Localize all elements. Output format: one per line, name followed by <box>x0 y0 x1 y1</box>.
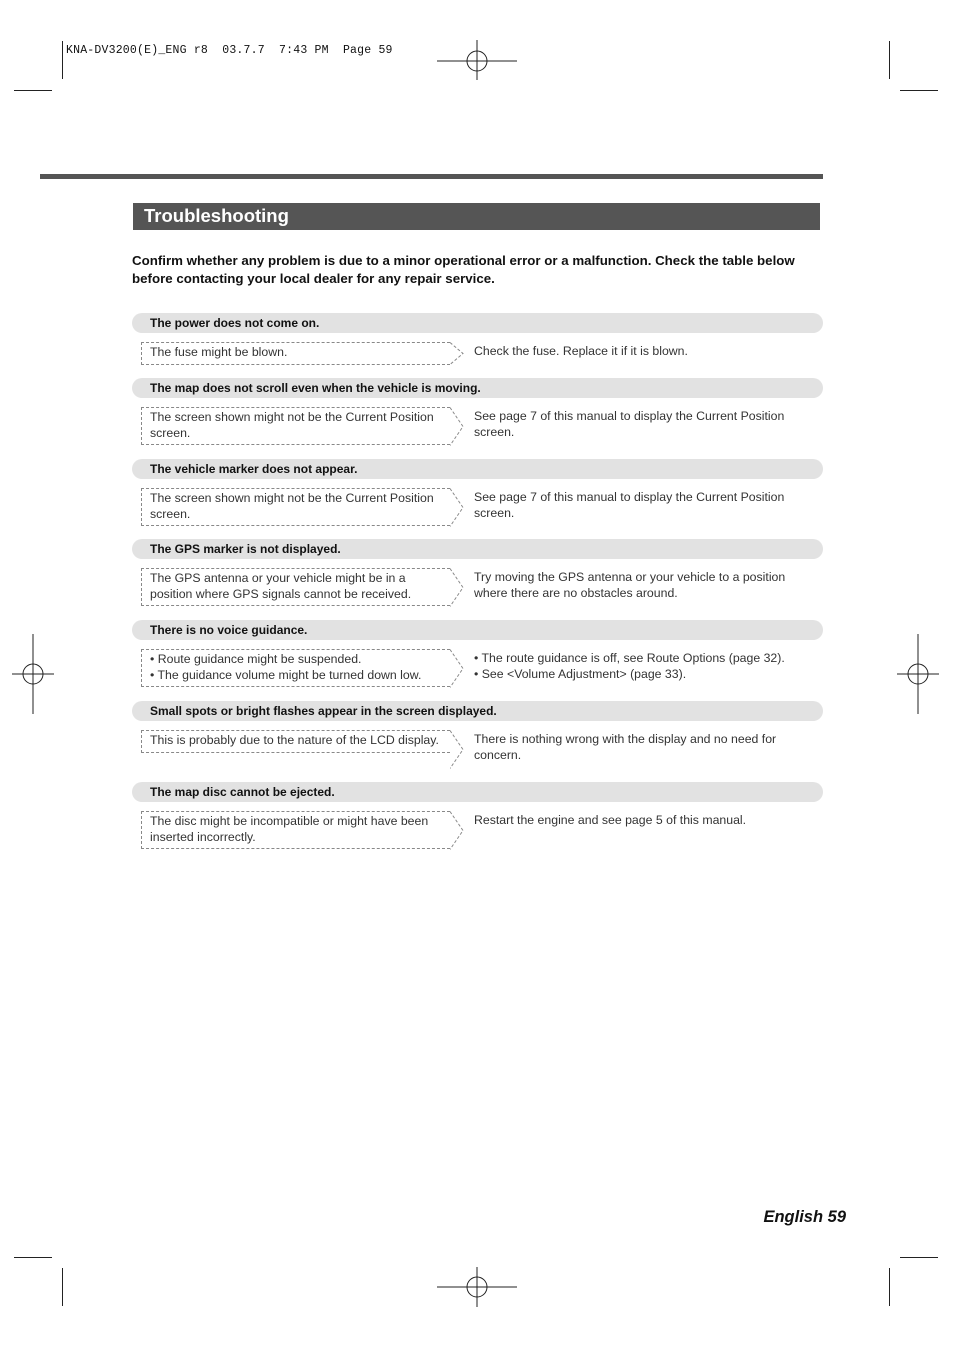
section-lcd-spots <box>132 701 823 762</box>
remedy-text <box>474 570 814 601</box>
arrow-icon <box>450 407 464 446</box>
section-heading: The map does not scroll even when the vehicle is moving. <box>132 378 823 398</box>
section-vehicle-marker <box>132 459 823 526</box>
section-heading: The power does not come on. <box>132 313 823 333</box>
title-bar <box>133 203 820 230</box>
cause-line: • The guidance volume might be turned down low. <box>150 667 422 682</box>
section-heading: The vehicle marker does not appear. <box>132 459 823 479</box>
cause-box <box>141 407 450 445</box>
cause-text: The fuse might be blown. <box>150 345 288 359</box>
cause-box <box>141 488 450 526</box>
cause-text: This is probably due to the nature of the LCD display. <box>150 733 439 747</box>
section-heading: The GPS marker is not displayed. <box>132 539 823 559</box>
remedy-text <box>474 344 814 360</box>
registration-mark-top-icon <box>437 40 517 80</box>
cause-text: The disc might be incompatible or might have been inserted incorrectly. <box>150 814 429 844</box>
arrow-icon <box>450 811 464 850</box>
registration-mark-right-icon <box>897 634 939 714</box>
page-title: Troubleshooting <box>144 205 289 226</box>
crop-mark-tr-h <box>900 90 938 91</box>
remedy-line: Try moving the GPS antenna or your vehicle to a position where there are no obstacles around. <box>474 570 786 600</box>
registration-mark-bottom-icon <box>437 1267 517 1307</box>
arrow-icon <box>450 488 464 527</box>
remedy-text <box>474 813 814 829</box>
remedy-text <box>474 490 814 521</box>
section-heading: There is no voice guidance. <box>132 620 823 640</box>
section-heading: The map disc cannot be ejected. <box>132 782 823 802</box>
crop-mark-bl-v <box>62 1268 63 1306</box>
remedy-text <box>474 409 814 440</box>
crop-mark-bl-h <box>14 1257 52 1258</box>
remedy-line: • The route guidance is off, see Route Options (page 32). <box>474 651 785 665</box>
remedy-line: Check the fuse. Replace it if it is blown. <box>474 344 688 358</box>
remedy-line: There is nothing wrong with the display and no need for concern. <box>474 732 777 762</box>
remedy-line: • See <Volume Adjustment> (page 33). <box>474 666 687 681</box>
section-disc-eject <box>132 782 823 849</box>
remedy-line: Restart the engine and see page 5 of this manual. <box>474 813 747 827</box>
section-map-scroll <box>132 378 823 445</box>
arrow-icon <box>450 568 464 607</box>
cause-box <box>141 730 450 753</box>
registration-mark-left-icon <box>12 634 54 714</box>
remedy-line: See page 7 of this manual to display the Current Position screen. <box>474 409 785 439</box>
cause-text: The screen shown might not be the Current Position screen. <box>150 491 434 521</box>
cause-box <box>141 568 450 606</box>
remedy-text <box>474 732 814 763</box>
crop-mark-br-v <box>889 1268 890 1306</box>
remedy-line: See page 7 of this manual to display the Current Position screen. <box>474 490 785 520</box>
cause-box <box>141 649 450 687</box>
intro-text: Confirm whether any problem is due to a minor operational error or a malfunction. Check the table below before contacting your local dealer for any repair service. <box>132 253 795 286</box>
section-voice-guidance <box>132 620 823 687</box>
remedy-text <box>474 651 814 682</box>
arrow-icon <box>450 342 464 365</box>
arrow-icon <box>450 649 464 688</box>
section-power <box>132 313 823 365</box>
cause-text: The screen shown might not be the Current Position screen. <box>150 410 434 440</box>
crop-mark-tl-h <box>14 90 52 91</box>
print-header: KNA-DV3200(E)_ENG r8 03.7.7 7:43 PM Page 59 <box>66 44 393 57</box>
crop-mark-tr-v <box>889 41 890 79</box>
cause-box <box>141 811 450 849</box>
section-gps-marker <box>132 539 823 606</box>
cause-text: The GPS antenna or your vehicle might be in a position where GPS signals cannot be received. <box>150 571 412 601</box>
crop-mark-tl-v <box>62 41 63 79</box>
cause-line: • Route guidance might be suspended. <box>150 652 362 666</box>
page-footer: English 59 <box>763 1208 846 1226</box>
section-heading: Small spots or bright flashes appear in the screen displayed. <box>132 701 823 721</box>
top-rule <box>40 174 823 179</box>
crop-mark-br-h <box>900 1257 938 1258</box>
arrow-icon <box>450 730 464 769</box>
cause-box <box>141 342 450 365</box>
